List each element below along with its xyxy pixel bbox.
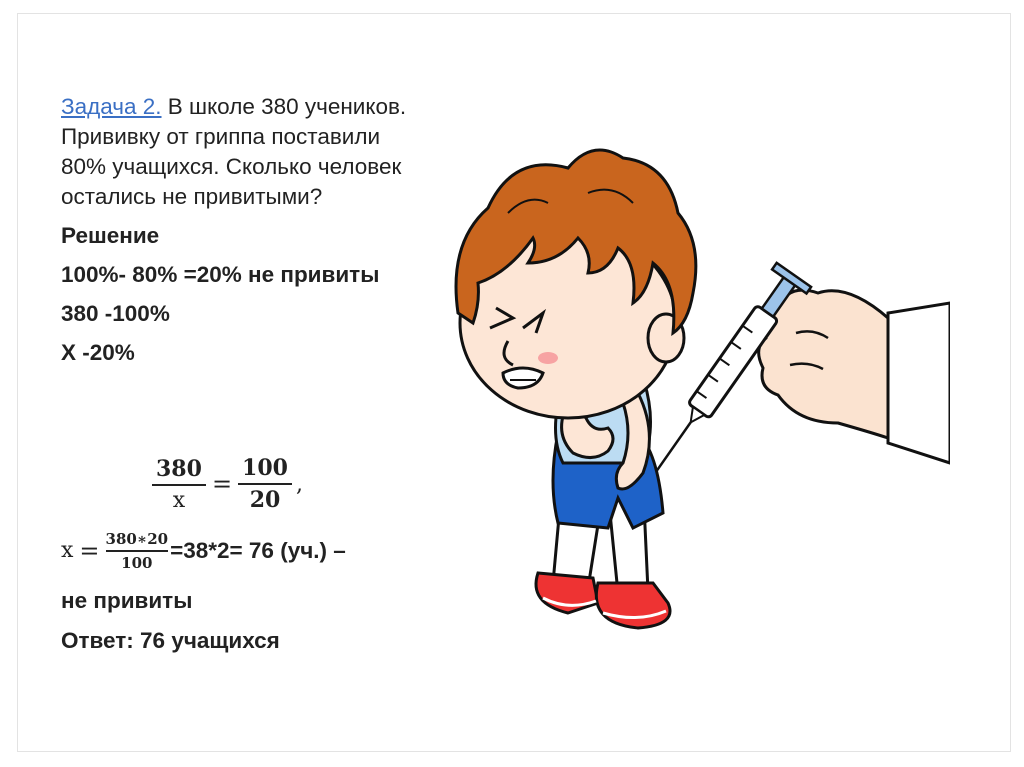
solution-step-3: Х -20% xyxy=(61,340,135,365)
calc-tail: не привиты xyxy=(61,588,193,613)
calc-result: =38*2= 76 (уч.) – xyxy=(170,537,346,563)
calculation-line xyxy=(61,530,346,572)
problem-statement xyxy=(61,92,421,212)
calc-variable: x xyxy=(61,538,74,564)
text-block xyxy=(61,92,421,377)
proportion-equation xyxy=(152,455,303,513)
solution-step-2: 380 -100% xyxy=(61,301,170,326)
right-denominator: 20 xyxy=(249,487,281,513)
fraction-bar xyxy=(106,550,169,552)
answer: Ответ: 76 учащихся xyxy=(61,628,280,653)
proportion-left-fraction xyxy=(152,456,206,513)
solution-heading: Решение xyxy=(61,223,160,248)
solution-step-1: 100%- 80% =20% не привиты xyxy=(61,262,380,287)
left-denominator: x xyxy=(172,487,186,513)
proportion-right-fraction xyxy=(238,455,292,513)
illustration-svg xyxy=(418,133,950,635)
left-numerator: 380 xyxy=(156,455,202,482)
problem-text: В школе 380 учеников. Прививку от гриппа поставили 80% учащихся. Сколько человек остались не привитыми? xyxy=(61,94,407,209)
calc-numerator: 380∗20 xyxy=(105,530,169,548)
proportion-comma: , xyxy=(295,471,303,497)
boy-injection-illustration xyxy=(418,133,950,635)
calc-denominator: 100 xyxy=(121,553,153,572)
calc-fraction xyxy=(106,530,169,572)
boy-head xyxy=(456,150,696,418)
problem-title[interactable]: Задача 2. xyxy=(61,94,162,119)
doctor-hand xyxy=(759,290,950,463)
right-numerator: 100 xyxy=(242,455,288,481)
equals-sign: = xyxy=(211,470,233,498)
calc-equals: = xyxy=(79,536,100,565)
